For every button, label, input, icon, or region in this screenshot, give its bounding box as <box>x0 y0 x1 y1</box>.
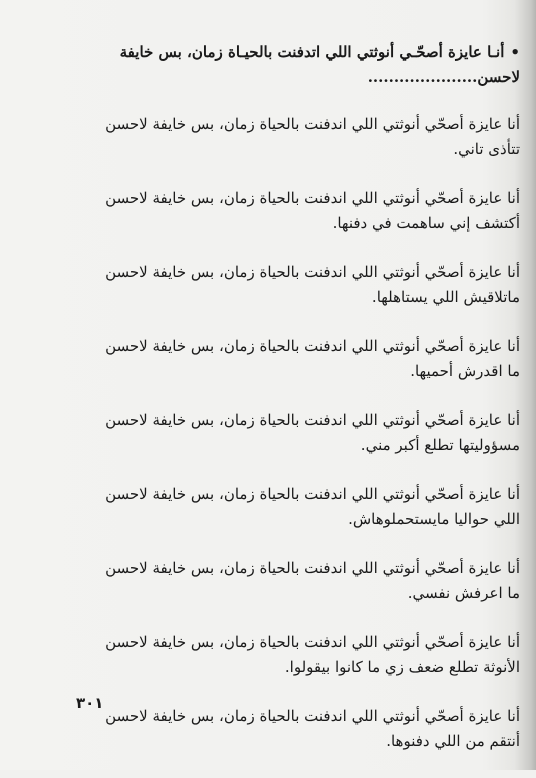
paragraph-intro-line-1 <box>60 40 520 65</box>
paragraph-5-line-2: مسؤوليتها تطلع أكبر مني. <box>360 436 520 454</box>
paragraph-intro-line-2: لاحسن..................... <box>367 68 520 86</box>
paragraph-6-line-2: اللي حواليا مايستحملوهاش. <box>348 510 520 528</box>
paragraph-7 <box>60 556 520 606</box>
paragraph-2-line-1: أنا عايزة أصحّي أنوثتي اللي اندفنت بالحياة زمان، بس خايفة لاحسن <box>105 189 520 207</box>
paragraph-5-line-1: أنا عايزة أصحّي أنوثتي اللي اندفنت بالحياة زمان، بس خايفة لاحسن <box>105 411 520 429</box>
paragraph-1-line-1: أنا عايزة أصحّي أنوثتي اللي اندفنت بالحياة زمان، بس خايفة لاحسن <box>105 115 520 133</box>
paragraph-3-line-2: ماتلاقيش اللي يستاهلها. <box>371 288 520 306</box>
paragraph-intro-line-1-text: أنـا عايزة أصحّـي أنوثتي اللي اتدفنت بالحيـاة زمان، بس خايفة <box>119 43 505 61</box>
paragraph-3-line-1: أنا عايزة أصحّي أنوثتي اللي اندفنت بالحياة زمان، بس خايفة لاحسن <box>105 263 520 281</box>
paragraph-1-line-2: تتأذى تاني. <box>453 140 520 158</box>
paragraph-intro <box>60 40 520 90</box>
paragraph-6 <box>60 482 520 532</box>
paragraph-6-line-1: أنا عايزة أصحّي أنوثتي اللي اندفنت بالحياة زمان، بس خايفة لاحسن <box>105 485 520 503</box>
paragraph-4 <box>60 334 520 384</box>
paragraph-8-line-1: أنا عايزة أصحّي أنوثتي اللي اندفنت بالحياة زمان، بس خايفة لاحسن <box>105 633 520 651</box>
paragraph-5 <box>60 408 520 458</box>
paragraph-9-line-2: أنتقم من اللي دفنوها. <box>386 732 520 750</box>
paragraph-3 <box>60 260 520 310</box>
paragraph-4-line-2: ما اقدرش أحميها. <box>410 362 520 380</box>
paragraph-7-line-1: أنا عايزة أصحّي أنوثتي اللي اندفنت بالحياة زمان، بس خايفة لاحسن <box>105 559 520 577</box>
paragraph-1 <box>60 112 520 162</box>
paragraph-7-line-2: ما اعرفش نفسي. <box>407 584 520 602</box>
text-block <box>60 40 520 778</box>
paragraph-8 <box>60 630 520 680</box>
paragraph-2-line-2: أكتشف إني ساهمت في دفنها. <box>332 214 520 232</box>
paragraph-4-line-1: أنا عايزة أصحّي أنوثتي اللي اندفنت بالحياة زمان، بس خايفة لاحسن <box>105 337 520 355</box>
paragraph-2 <box>60 186 520 236</box>
paragraph-8-line-2: الأنوثة تطلع ضعف زي ما كانوا بيقولوا. <box>284 658 520 676</box>
bullet-icon: • <box>510 43 520 61</box>
page-number: ٣٠١ <box>76 694 104 712</box>
paragraph-9 <box>60 704 520 754</box>
paragraph-9-line-1: أنا عايزة أصحّي أنوثتي اللي اندفنت بالحياة زمان، بس خايفة لاحسن <box>105 707 520 725</box>
